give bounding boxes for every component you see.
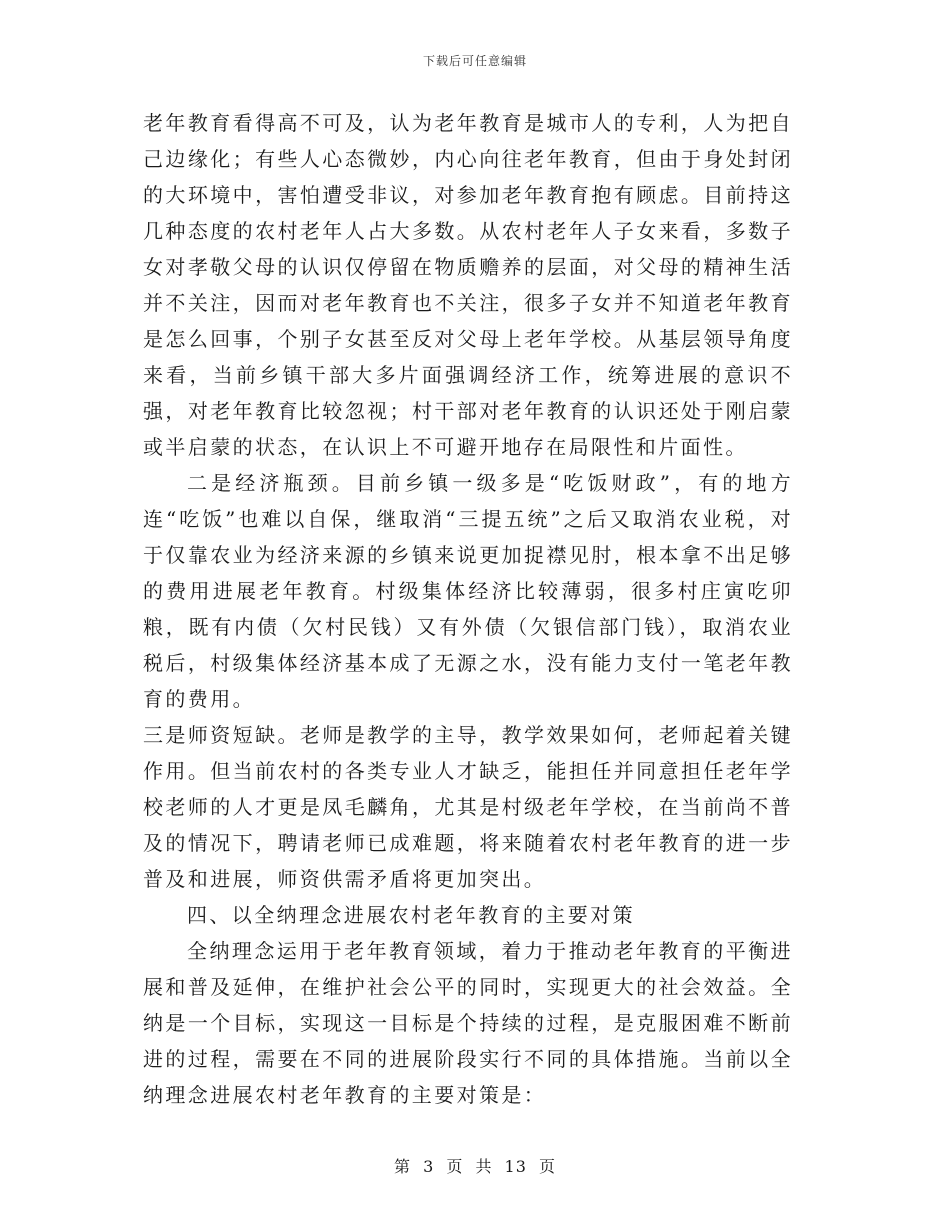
page-footer: 第 3 页 共 13 页 <box>394 1157 556 1176</box>
section-heading: 四、以全纳理念进展农村老年教育的主要对策 <box>187 903 635 927</box>
paragraph-teacher-shortage: 三是师资短缺。老师是教学的主导，教学效果如何，老师起着关键作用。但当前农村的各类专业人才缺乏，能担任并同意担任老年学校老师的人才更是凤毛麟角，尤其是村级老年学校，在当前尚不普及的情况下，聘请老师已成难题，将来随着农村老年教育的进一步普及和进展，师资供需矛盾将更加突出。 <box>143 723 793 891</box>
paragraph-inclusive-concept: 全纳理念运用于老年教育领域，着力于推动老年教育的平衡进展和普及延伸，在维护社会公平的同时，实现更大的社会效益。全纳是一个目标，实现这一目标是个持续的过程，是克服困难不断前进的过程，需要在不同的进展阶段实行不同的具体措施。当前以全纳理念进展农村老年教育的主要对策是： <box>143 939 793 1107</box>
paragraph-economic-bottleneck: 二是经济瓶颈。目前乡镇一级多是“吃饭财政”，有的地方连“吃饭”也难以自保，继取消“三提五统”之后又取消农业税，对于仅靠农业为经济来源的乡镇来说更加捉襟见肘，根本拿不出足够的费用进展老年教育。村级集体经济比较薄弱，很多村庄寅吃卯粮，既有内债（欠村民钱）又有外债（欠银信部门钱），取消农业税后，村级集体经济基本成了无源之水，没有能力支付一笔老年教育的费用。 <box>143 471 793 711</box>
document-body <box>143 105 793 1113</box>
page-header: 下载后可任意编辑 <box>422 54 527 68</box>
paragraph-attitudes: 老年教育看得高不可及，认为老年教育是城市人的专利，人为把自己边缘化；有些人心态微妙，内心向往老年教育，但由于身处封闭的大环境中，害怕遭受非议，对参加老年教育抱有顾虑。目前持这几种态度的农村老年人占大多数。从农村老年人子女来看，多数子女对孝敬父母的认识仅停留在物质赡养的层面，对父母的精神生活并不关注，因而对老年教育也不关注，很多子女并不知道老年教育是怎么回事，个别子女甚至反对父母上老年学校。从基层领导角度来看，当前乡镇干部大多片面强调经济工作，统筹进展的意识不强，对老年教育比较忽视；村干部对老年教育的认识还处于刚启蒙或半启蒙的状态，在认识上不可避开地存在局限性和片面性。 <box>143 111 793 459</box>
